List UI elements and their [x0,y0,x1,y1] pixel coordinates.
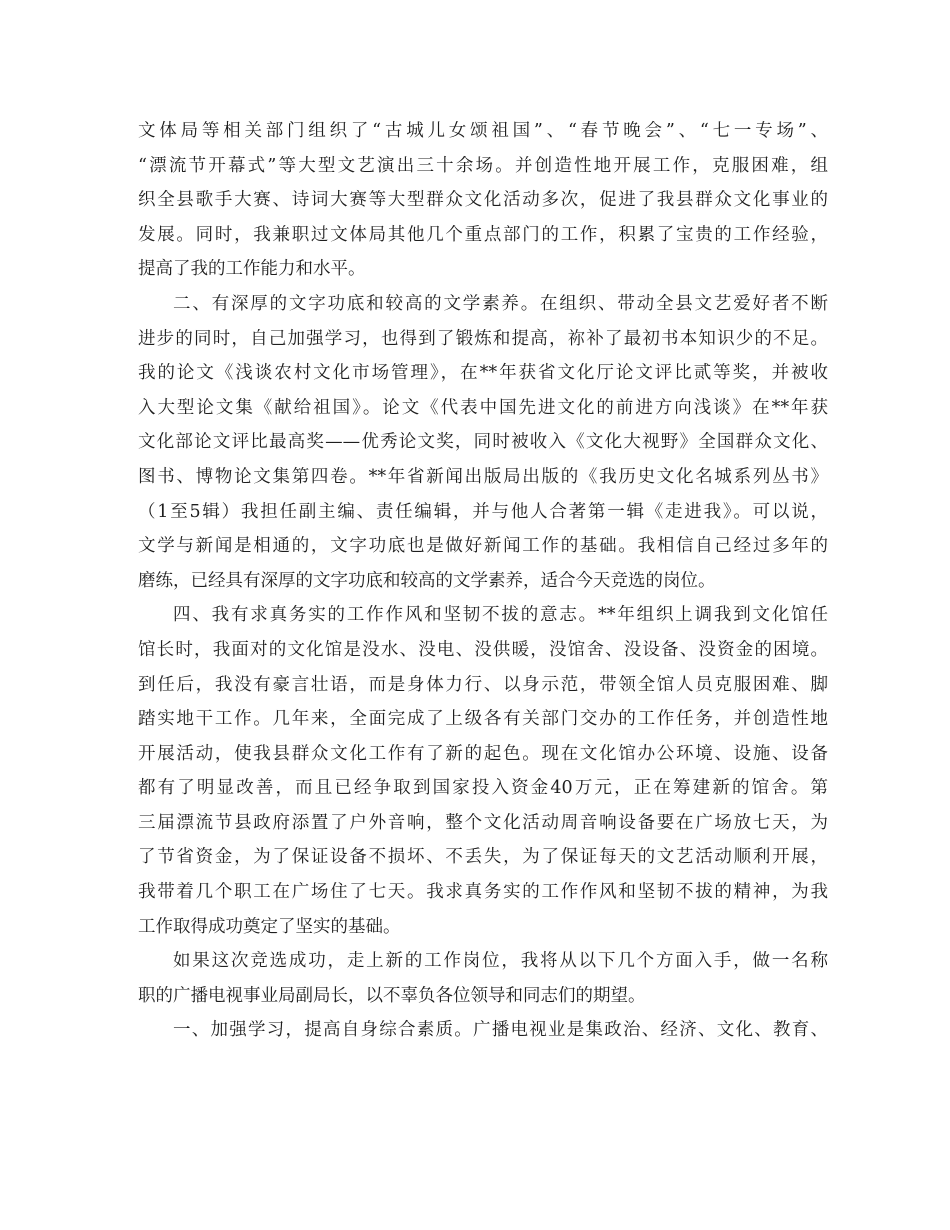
text-line: 文学与新闻是相通的，文字功底也是做好新闻工作的基础。我相信自己经过多年的 [138,536,828,557]
text-line: 工作取得成功奠定了坚实的基础。 [138,916,401,937]
text-line: 三届漂流节县政府添置了户外音响，整个文化活动周音响设备要在广场放七天，为 [138,812,828,833]
text-line: 磨练，已经具有深厚的文字功底和较高的文学素养，适合今天竞选的岗位。 [138,570,716,591]
text-line: 图书、博物论文集第四卷。**年省新闻出版局出版的《我历史文化名城系列丛书》 [138,466,828,487]
text-line: 馆长时，我面对的文化馆是没水、没电、没供暖，没馆舍、没设备、没资金的困境。 [138,639,828,660]
text-line: 踏实地干工作。几年来，全面完成了上级各有关部门交办的工作任务，并创造性地 [138,709,828,730]
document-body [138,114,828,1048]
text-line: 开展活动，使我县群众文化工作有了新的起色。现在文化馆办公环境、设施、设备 [138,743,828,764]
paragraph-start-line: 一、加强学习，提高自身综合素质。广播电视业是集政治、经济、文化、教育、 [173,1020,828,1041]
text-line: 到任后，我没有豪言壮语，而是身体力行、以身示范，带领全馆人员克服困难、脚 [138,674,828,695]
paragraph-start-line: 四、我有求真务实的工作作风和坚韧不拔的意志。**年组织上调我到文化馆任 [173,605,828,626]
text-line: 职的广播电视事业局副局长，以不辜负各位领导和同志们的期望。 [138,985,646,1006]
text-line: 我的论文《浅谈农村文化市场管理》，在**年获省文化厅论文评比贰等奖，并被收 [138,363,828,384]
text-line: 发展。同时，我兼职过文体局其他几个重点部门的工作，积累了宝贵的工作经验， [138,224,828,245]
text-line: 进步的同时，自己加强学习，也得到了锻炼和提高，祢补了最初书本知识少的不足。 [138,328,828,349]
text-line: 入大型论文集《献给祖国》。论文《代表中国先进文化的前进方向浅谈》在**年获 [138,397,828,418]
paragraph-start-line: 二、有深厚的文字功底和较高的文学素养。在组织、带动全县文艺爱好者不断 [173,293,828,314]
text-line: （1至5辑）我担任副主编、责任编辑，并与他人合著第一辑《走进我》。可以说， [138,501,828,522]
text-line: 我带着几个职工在广场住了七天。我求真务实的工作作风和坚韧不拔的精神，为我 [138,882,828,903]
text-line: 文化部论文评比最高奖——优秀论文奖，同时被收入《文化大视野》全国群众文化、 [138,432,828,453]
text-line: 了节省资金，为了保证设备不损坏、不丢失，为了保证每天的文艺活动顺利开展， [138,847,828,868]
text-line: 织全县歌手大赛、诗词大赛等大型群众文化活动多次，促进了我县群众文化事业的 [138,190,828,211]
text-line: 都有了明显改善，而且已经争取到国家投入资金40万元，正在筹建新的馆舍。第 [138,778,828,799]
text-line: 文体局等相关部门组织了“古城儿女颂祖国”、“春节晚会”、“七一专场”、 [138,121,828,141]
text-line: 提高了我的工作能力和水平。 [138,259,366,280]
paragraph-start-line: 如果这次竞选成功，走上新的工作岗位，我将从以下几个方面入手，做一名称 [173,951,828,972]
text-line: “漂流节开幕式”等大型文艺演出三十余场。并创造性地开展工作，克服困难，组 [138,155,828,176]
